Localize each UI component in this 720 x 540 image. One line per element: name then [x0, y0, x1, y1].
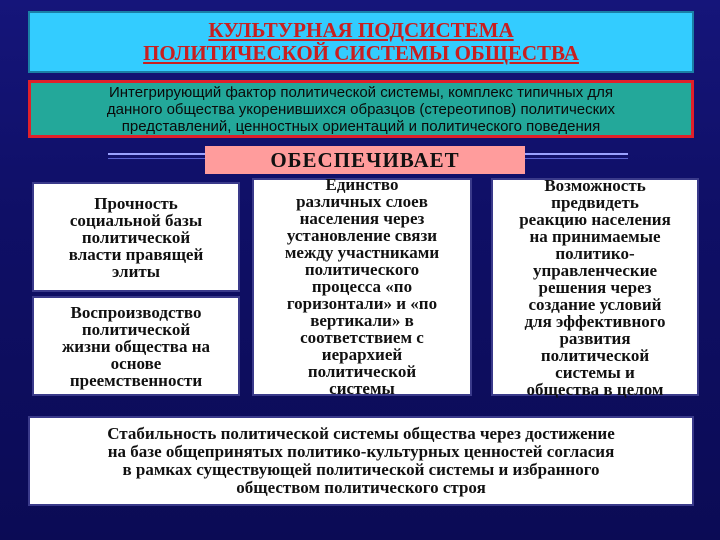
card-line: предвидеть [551, 192, 639, 212]
card-unity [252, 174, 472, 398]
card-line: политической [81, 227, 191, 247]
card-line: политической [540, 345, 650, 365]
card-line: общества в целом [526, 379, 664, 399]
card-line: власти правящей [68, 244, 204, 264]
definition-line: Интегрирующий фактор политической системы, комплекс типичных для [108, 83, 613, 101]
card-line: Воспроизводство [70, 302, 202, 322]
card-line: системы [329, 378, 395, 398]
card-line: соответствием с [300, 327, 424, 347]
card-line: развития [559, 328, 631, 348]
card-social-base [32, 182, 240, 292]
slide-title [28, 11, 694, 73]
card-prediction [491, 175, 699, 399]
card-line: различных слоев [296, 191, 428, 211]
card-line: политико- [555, 243, 635, 263]
card-line: населения через [299, 208, 425, 228]
summary-box [28, 416, 694, 506]
definition-box [28, 80, 694, 138]
card-line: установление связи [286, 225, 438, 245]
card-line: системы и [555, 362, 635, 382]
card-text [69, 195, 204, 280]
title-line-2: ПОЛИТИЧЕСКОЙ СИСТЕМЫ ОБЩЕСТВА [143, 41, 579, 65]
card-line: жизни общества на [61, 336, 211, 356]
title-line-1: КУЛЬТУРНАЯ ПОДСИСТЕМА [208, 18, 514, 42]
card-line: Прочность [94, 193, 178, 213]
summary-line: обществом политического строя [236, 478, 486, 497]
card-line: на принимаемые [529, 226, 661, 246]
card-line: между участниками [284, 242, 440, 262]
summary-line: в рамках существующей политической системы и избранного [122, 460, 600, 479]
card-line: иерархией [321, 344, 403, 364]
summary-line: Стабильность политической системы общества через достижение [107, 424, 615, 443]
card-line: социальной базы [69, 210, 203, 230]
card-line: политической [307, 361, 417, 381]
card-line: преемственности [69, 370, 203, 390]
card-line: для эффективного [524, 311, 666, 331]
card-line: элиты [112, 261, 160, 281]
card-text [519, 177, 671, 398]
card-line: создание условий [528, 294, 662, 314]
card-line: основе [110, 353, 162, 373]
card-line: управленческие [532, 260, 658, 280]
card-line: политической [81, 319, 191, 339]
definition-line: представлений, ценностных ориентаций и политического поведения [121, 117, 601, 135]
card-line: процесса «по [311, 276, 413, 296]
card-line: политического [304, 259, 420, 279]
card-text [285, 176, 439, 397]
ensures-label: ОБЕСПЕЧИВАЕТ [205, 146, 525, 174]
card-text [62, 304, 210, 389]
card-reproduction [32, 296, 240, 396]
summary-line: на базе общепринятых политико-культурных ценностей согласия [107, 442, 615, 461]
card-line: Единство [325, 174, 399, 194]
summary-text [107, 425, 615, 497]
card-line: решения через [538, 277, 652, 297]
definition-text [107, 84, 615, 135]
card-line: горизонтали» и «по [286, 293, 438, 313]
card-line: реакцию населения [519, 209, 671, 229]
card-line: Возможность [544, 175, 646, 195]
definition-line: данного общества укоренившихся образцов (стереотипов) политических [106, 100, 616, 118]
card-line: вертикали» в [310, 310, 414, 330]
